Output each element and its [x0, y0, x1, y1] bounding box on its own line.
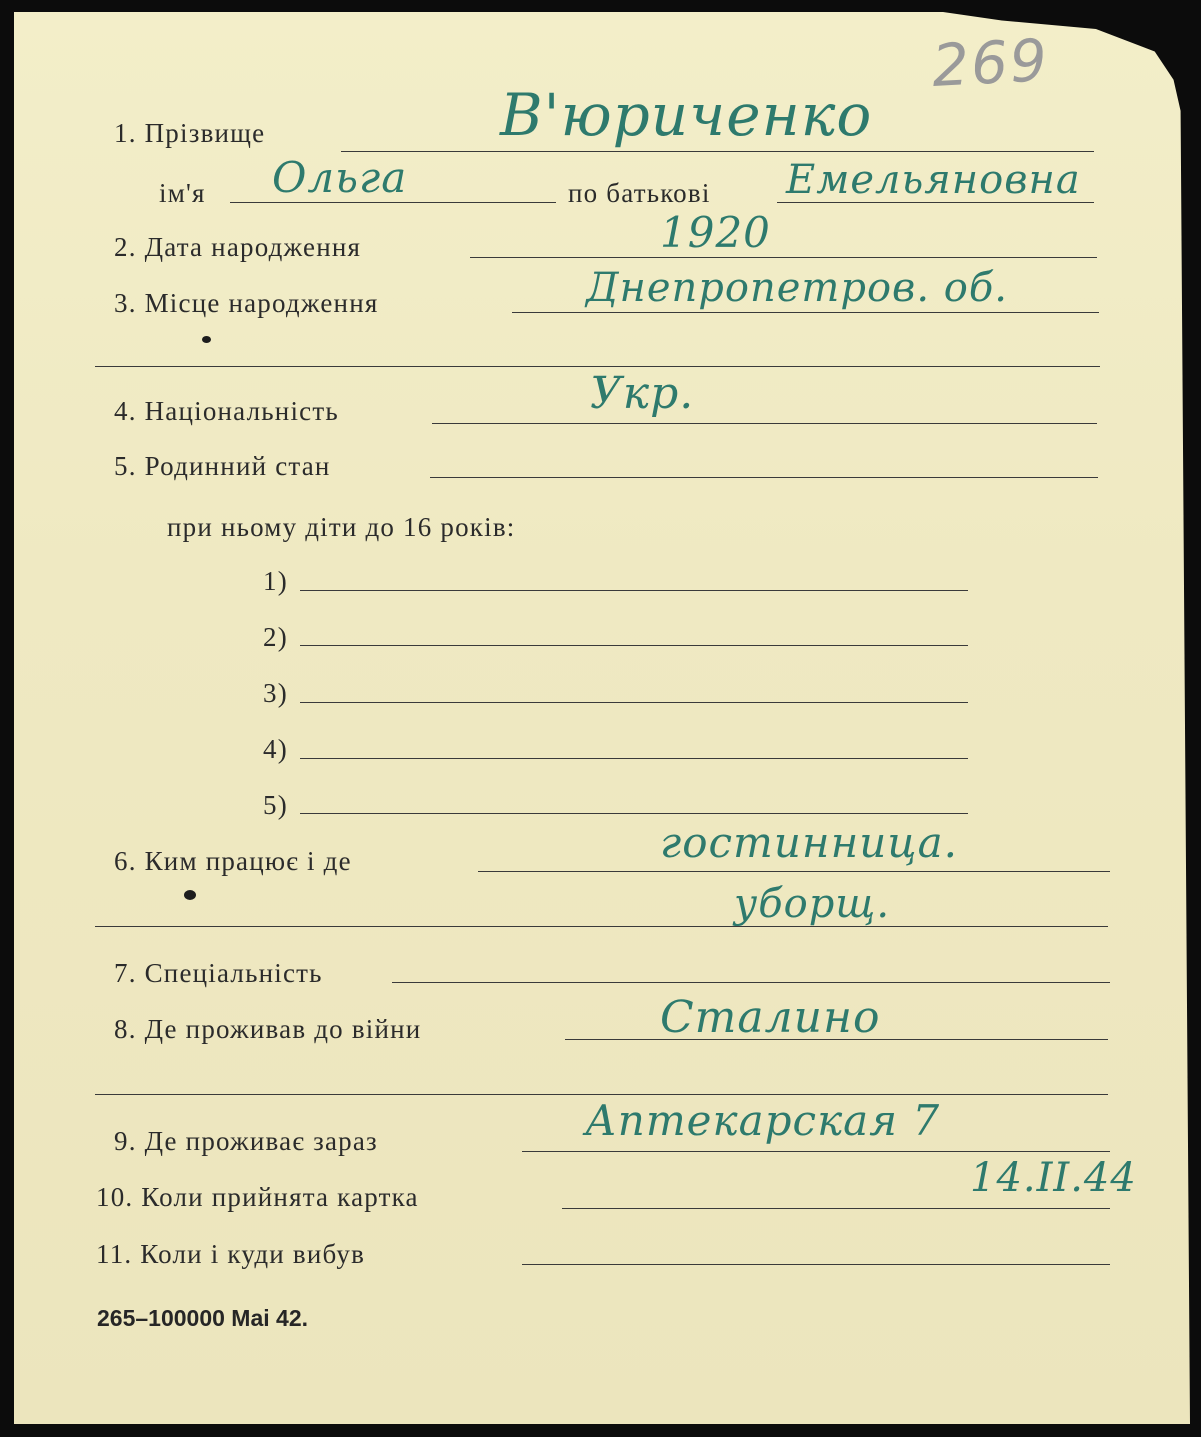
print-code: 265–100000 Mai 42. [97, 1305, 309, 1331]
nationality-label: 4. Національність [114, 396, 339, 426]
first-name-line [230, 202, 556, 203]
card-accepted-label: 10. Коли прийнята картка [96, 1182, 419, 1212]
family-status-label: 5. Родинний стан [114, 451, 331, 481]
child-3-label: 3) [263, 678, 288, 708]
prewar-residence-label: 8. Де проживав до війни [114, 1014, 422, 1044]
current-residence-label: 9. Де проживає зараз [114, 1126, 378, 1156]
departure-line [522, 1264, 1110, 1265]
birth-place-line-2 [95, 366, 1100, 367]
registration-card [14, 12, 1190, 1424]
patronymic-label: по батькові [568, 178, 711, 208]
surname-value: В'юриченко [500, 81, 873, 149]
card-accepted-value: 14.II.44 [970, 1155, 1137, 1201]
current-residence-line [522, 1151, 1110, 1152]
child-4-line [300, 758, 968, 759]
family-status-line [430, 477, 1098, 478]
child-2-label: 2) [263, 622, 288, 652]
child-2-line [300, 645, 968, 646]
current-residence-value: Аптекарская 7 [585, 1096, 941, 1145]
work-line [478, 871, 1110, 872]
specialty-label: 7. Спеціальність [114, 958, 323, 988]
work-value-line-2: уборщ. [734, 881, 891, 927]
departure-label: 11. Коли і куди вибув [96, 1239, 366, 1269]
archive-number: 269 [930, 25, 1051, 101]
birth-place-label: 3. Місце народження [114, 288, 379, 318]
surname-line [341, 151, 1094, 152]
prewar-residence-value: Сталино [660, 992, 881, 1043]
child-4-label: 4) [263, 734, 288, 764]
birth-place-line [512, 312, 1099, 313]
ink-blot [184, 890, 196, 900]
first-name-value: Ольга [272, 153, 408, 202]
child-3-line [300, 702, 968, 703]
work-line-2 [95, 926, 1108, 927]
work-value-line-1: гостинница. [660, 818, 958, 867]
nationality-value: Укр. [590, 368, 695, 419]
child-1-line [300, 590, 968, 591]
child-5-label: 5) [263, 790, 288, 820]
children-header: при ньому діти до 16 років: [167, 512, 516, 542]
first-name-label: ім'я [159, 178, 206, 208]
nationality-line [432, 423, 1097, 424]
birth-place-value: Днепропетров. об. [586, 265, 1008, 311]
birth-date-value: 1920 [660, 208, 771, 257]
patronymic-value: Емельяновна [786, 157, 1081, 203]
birth-date-label: 2. Дата народження [114, 232, 362, 262]
specialty-line [392, 982, 1110, 983]
surname-label: 1. Прізвище [114, 118, 266, 148]
card-accepted-line [562, 1208, 1110, 1209]
work-label: 6. Ким працює і де [114, 846, 352, 876]
prewar-residence-line-2 [95, 1094, 1108, 1095]
child-5-line [300, 813, 968, 814]
ink-dot [202, 336, 211, 343]
birth-date-line [470, 257, 1097, 258]
child-1-label: 1) [263, 566, 288, 596]
